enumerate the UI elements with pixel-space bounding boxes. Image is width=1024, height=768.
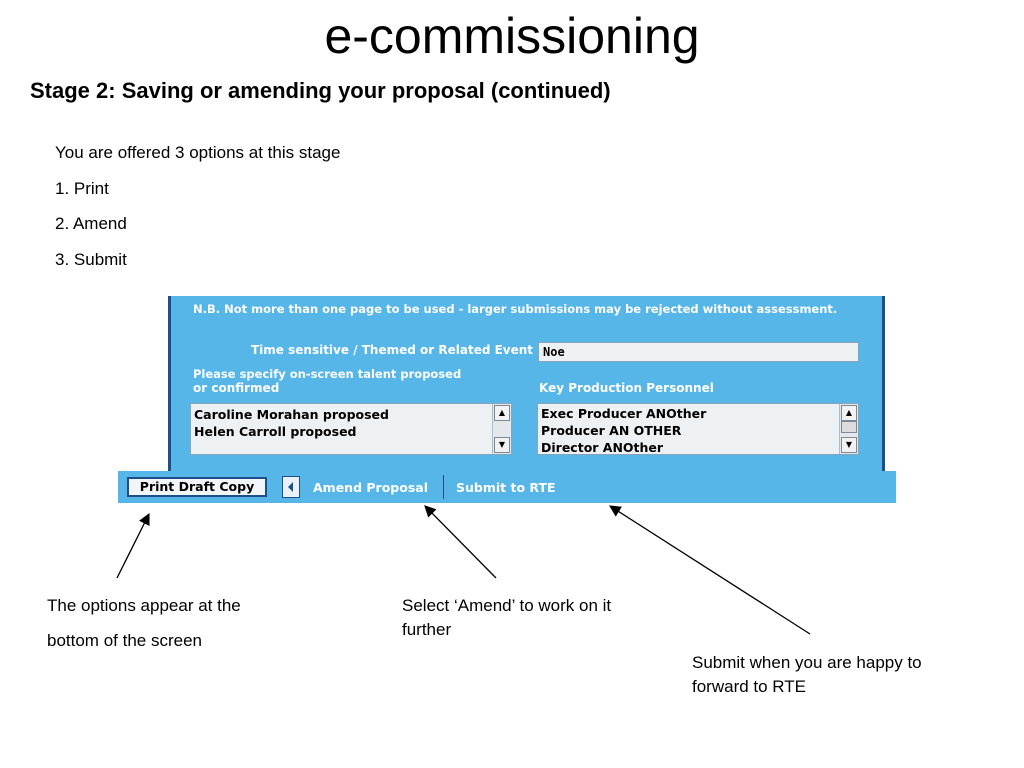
- option-print: 1. Print: [55, 179, 109, 198]
- scroll-down-icon[interactable]: ▼: [841, 437, 857, 453]
- talent-label: Please specify on-screen talent proposed: [193, 367, 462, 381]
- note-options-line2: bottom of the screen: [47, 631, 202, 650]
- page-title: e-commissioning: [324, 8, 700, 64]
- scroll-up-icon[interactable]: ▲: [494, 405, 510, 421]
- time-sensitive-field[interactable]: Noe: [538, 342, 859, 362]
- option-amend: 2. Amend: [55, 214, 127, 233]
- talent-item[interactable]: Helen Carroll proposed: [194, 424, 357, 439]
- scroll-down-icon[interactable]: ▼: [494, 437, 510, 453]
- arrow-to-amend: [425, 506, 496, 578]
- talent-label-cont: or confirmed: [193, 381, 280, 395]
- option-submit: 3. Submit: [55, 250, 127, 269]
- personnel-item[interactable]: Producer AN OTHER: [541, 423, 682, 438]
- scroll-up-icon[interactable]: ▲: [841, 405, 857, 421]
- time-sensitive-label: Time sensitive / Themed or Related Event: [251, 343, 534, 357]
- note-submit: Submit when you are happy to forward to RTE: [692, 653, 922, 696]
- submit-to-rte-link[interactable]: Submit to RTE: [456, 480, 556, 495]
- page-subtitle: Stage 2: Saving or amending your proposal (continued): [30, 78, 611, 103]
- note-options-line1: The options appear at the: [47, 596, 241, 615]
- intro-text: You are offered 3 options at this stage: [55, 143, 341, 162]
- personnel-item[interactable]: Exec Producer ANOther: [541, 406, 707, 421]
- personnel-label: Key Production Personnel: [539, 381, 714, 395]
- personnel-item[interactable]: Director ANOther: [541, 440, 664, 455]
- talent-item[interactable]: Caroline Morahan proposed: [194, 407, 389, 422]
- arrow-to-print: [117, 514, 149, 578]
- print-draft-button[interactable]: Print Draft Copy: [127, 477, 267, 497]
- note-amend: Select ‘Amend’ to work on it further: [402, 596, 612, 639]
- amend-proposal-link[interactable]: Amend Proposal: [313, 480, 428, 495]
- submission-notice: N.B. Not more than one page to be used - larger submissions may be rejected without assessment.: [193, 302, 838, 316]
